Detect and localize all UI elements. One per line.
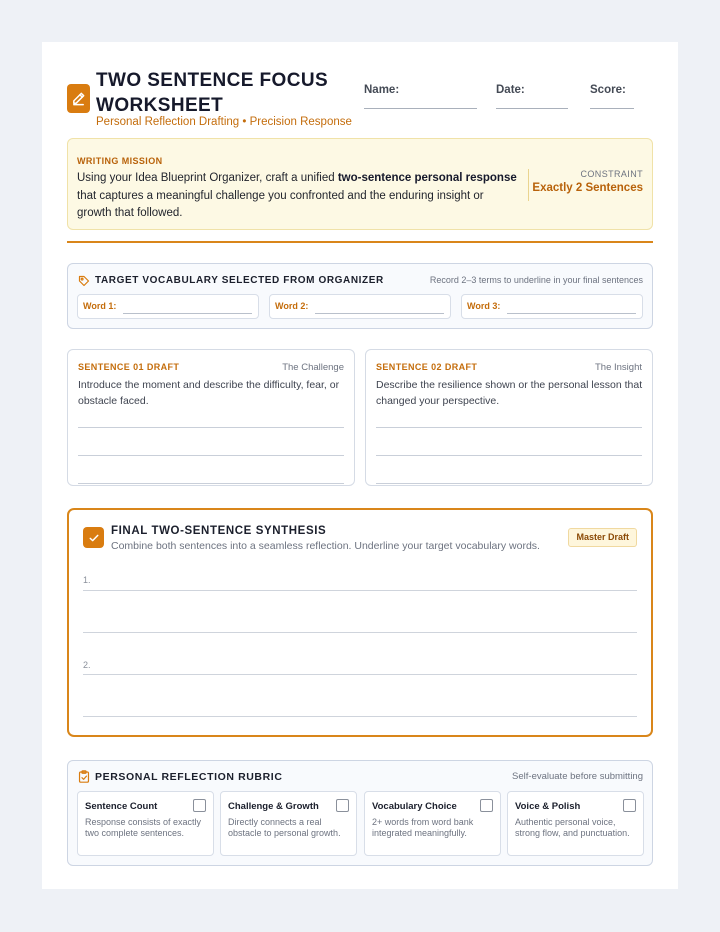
criterion-description: Directly connects a real obstacle to personal growth. (228, 817, 341, 838)
vocabulary-section (67, 263, 653, 329)
criterion-description: Response consists of exactly two complete sentences. (85, 817, 202, 838)
sentence-1-title: SENTENCE 01 DRAFT (78, 362, 180, 372)
writing-line (83, 716, 637, 717)
writing-line (78, 427, 344, 428)
line-number-1: 1. (83, 575, 91, 585)
sentence-2-title: SENTENCE 02 DRAFT (376, 362, 478, 372)
writing-line (376, 483, 642, 484)
writing-line (78, 455, 344, 456)
word-field-2[interactable] (269, 294, 451, 319)
synthesis-subtitle: Combine both sentences into a seamless reflection. Underline your target vocabulary words. (111, 540, 540, 552)
criterion-checkbox[interactable] (193, 799, 206, 812)
writing-line (83, 632, 637, 633)
check-icon (83, 527, 104, 548)
writing-line (78, 483, 344, 484)
writing-mission-box (67, 138, 653, 230)
pencil-icon (67, 84, 90, 113)
writing-line (376, 455, 642, 456)
rubric-criterion (507, 791, 644, 856)
name-field[interactable] (364, 108, 477, 109)
mission-text-bold: two-sentence personal response (337, 172, 517, 184)
writing-line (83, 590, 637, 591)
sentence-2-description: Describe the resilience shown or the personal lesson that changed your perspective. (376, 379, 643, 407)
score-field[interactable] (590, 108, 634, 109)
criterion-title: Vocabulary Choice (372, 801, 457, 812)
sentence-2-tag: The Insight (595, 362, 642, 373)
criterion-checkbox[interactable] (336, 799, 349, 812)
tag-icon (78, 274, 90, 292)
word-field-1[interactable] (77, 294, 259, 319)
page-subtitle: Personal Reflection Drafting • Precision Response (96, 116, 352, 128)
rubric-section (67, 760, 653, 866)
vocabulary-note: Record 2–3 terms to underline in your final sentences (429, 275, 643, 285)
rubric-note: Self-evaluate before submitting (512, 771, 643, 782)
score-label: Score: (590, 84, 626, 96)
date-label: Date: (496, 84, 525, 96)
criterion-title: Challenge & Growth (228, 801, 319, 812)
name-label: Name: (364, 84, 400, 96)
date-field[interactable] (496, 108, 568, 109)
master-draft-badge: Master Draft (568, 528, 637, 547)
sentence-1-tag: The Challenge (282, 362, 344, 373)
rubric-title: PERSONAL REFLECTION RUBRIC (95, 771, 283, 783)
word-label: Word 3: (467, 301, 501, 311)
word-line (123, 313, 252, 314)
mission-label: WRITING MISSION (77, 156, 163, 166)
worksheet-page (42, 42, 678, 889)
mission-text-part: Using your Idea Blueprint Organizer, craft a unified (77, 172, 338, 184)
mission-divider (528, 169, 529, 201)
criterion-description: 2+ words from word bank integrated meaningfully. (372, 817, 474, 838)
word-line (315, 313, 444, 314)
sentence-2-draft-card[interactable] (365, 349, 653, 486)
rubric-criterion (77, 791, 214, 856)
section-divider (67, 241, 653, 243)
word-label: Word 1: (83, 301, 117, 311)
mission-text-part: that captures a meaningful challenge you confronted and the enduring insight or growth that followed. (77, 189, 484, 219)
writing-line (376, 427, 642, 428)
vocabulary-title: TARGET VOCABULARY SELECTED FROM ORGANIZER (95, 275, 384, 286)
page-title: TWO SENTENCE FOCUS WORKSHEET (96, 70, 329, 116)
mission-text (77, 170, 517, 223)
clipboard-icon (78, 770, 90, 788)
word-line (507, 313, 636, 314)
criterion-checkbox[interactable] (623, 799, 636, 812)
criterion-title: Voice & Polish (515, 801, 581, 812)
sentence-1-description: Introduce the moment and describe the difficulty, fear, or obstacle faced. (78, 379, 340, 407)
line-number-2: 2. (83, 660, 91, 670)
criterion-checkbox[interactable] (480, 799, 493, 812)
rubric-criterion (364, 791, 501, 856)
constraint-label: CONSTRAINT (580, 169, 643, 179)
constraint-value: Exactly 2 Sentences (532, 182, 643, 194)
word-label: Word 2: (275, 301, 309, 311)
synthesis-title: FINAL TWO-SENTENCE SYNTHESIS (111, 525, 327, 537)
criterion-title: Sentence Count (85, 801, 158, 812)
sentence-1-draft-card[interactable] (67, 349, 355, 486)
rubric-criterion (220, 791, 357, 856)
word-field-3[interactable] (461, 294, 643, 319)
final-synthesis-section[interactable] (67, 508, 653, 737)
writing-line (83, 674, 637, 675)
criterion-description: Authentic personal voice, strong flow, and punctuation. (515, 817, 630, 838)
